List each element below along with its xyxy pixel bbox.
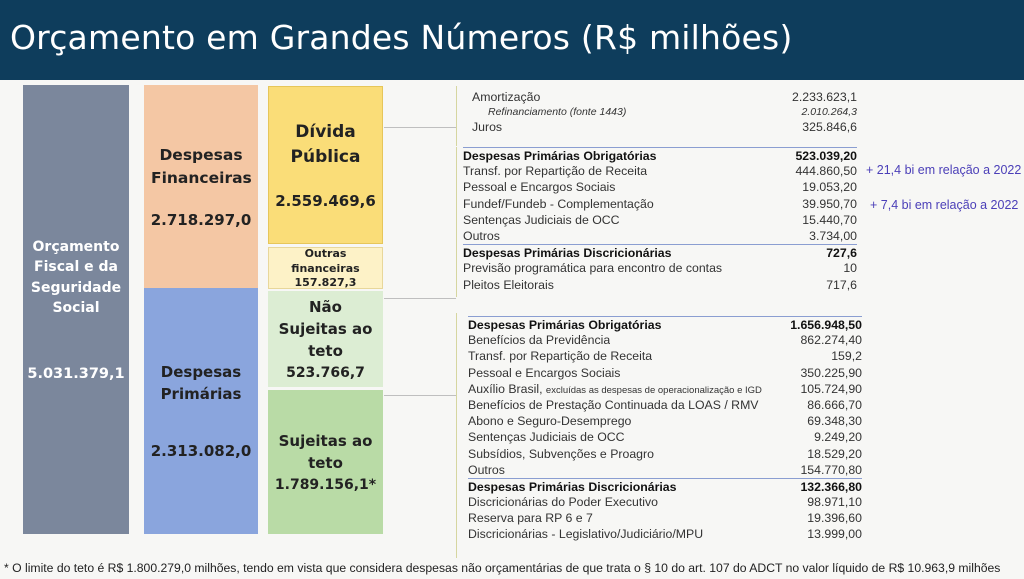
divida-table: [472, 89, 857, 135]
table-row: Transf. por Repartição de Receita 444.860,50: [463, 164, 857, 179]
table-row: Sentenças Judiciais de OCC 15.440,70: [463, 212, 857, 227]
box-orcamento-total: [23, 85, 129, 534]
box-despesas-primarias: [144, 288, 258, 534]
box-despesas-financeiras-label: Despesas Financeiras: [151, 146, 252, 187]
box-nao-sujeitas-value: 523.766,7: [286, 364, 365, 381]
table-row: Despesas Primárias Obrigatórias 523.039,20: [463, 149, 857, 163]
box-nao-sujeitas: [268, 291, 383, 387]
table-row: Outros 3.734,00: [463, 228, 857, 243]
box-despesas-primarias-value: 2.313.082,0: [150, 441, 252, 460]
box-despesas-financeiras-value: 2.718.297,0: [150, 210, 252, 229]
table-row: Outros 154.770,80: [468, 462, 862, 477]
table-row: Amortização 2.233.623,1: [472, 90, 857, 104]
box-despesas-primarias-label: Despesas Primárias: [160, 363, 242, 403]
box-sujeitas-value: 1.789.156,1*: [274, 476, 377, 493]
box-divida-publica-label: Dívida Pública: [290, 122, 361, 167]
box-sujeitas: [268, 390, 383, 534]
box-despesas-financeiras: [144, 85, 258, 288]
box-sujeitas-label: Sujeitas ao teto: [278, 432, 373, 472]
table-row: Despesas Primárias Obrigatórias 1.656.948,50: [468, 318, 862, 332]
table-row: Discricionárias do Poder Executivo 98.971,10: [468, 495, 862, 510]
bracket-divida: [456, 86, 457, 146]
table-row: Juros 325.846,6: [472, 120, 857, 135]
table-row: Previsão programática para encontro de contas 10: [463, 261, 857, 276]
connector-sujeitas: [384, 395, 456, 396]
table-row: Sentenças Judiciais de OCC 9.249,20: [468, 430, 862, 445]
sujeitas-table: [468, 316, 862, 543]
table-row: Subsídios, Subvenções e Proagro 18.529,20: [468, 446, 862, 461]
box-divida-publica-value: 2.559.469,6: [275, 191, 376, 210]
table-row: Abono e Seguro-Desemprego 69.348,30: [468, 414, 862, 429]
bracket-sujeitas: [456, 313, 457, 558]
table-row: Benefícios da Previdência 862.274,40: [468, 333, 862, 348]
footnote: * O limite do teto é R$ 1.800.279,0 milhões, tendo em vista que considera despesas não orçamentárias de que trata o § 10 do art. 107 do ADCT no valor líquido de R$ 10.963,9 milhões: [4, 561, 1001, 575]
table-row: Auxílio Brasil, excluídas as despesas de operacionalização e IGD 105.724,90: [468, 381, 862, 396]
box-outras-financeiras-label: Outras financeiras: [291, 247, 360, 275]
page-title: Orçamento em Grandes Números (R$ milhões): [10, 18, 793, 57]
table-row: Transf. por Repartição de Receita 159,2: [468, 349, 862, 364]
note-transf: + 21,4 bi em relação a 2022: [866, 163, 1022, 177]
box-orcamento-total-value: 5.031.379,1: [27, 366, 125, 383]
box-nao-sujeitas-label: Não Sujeitas ao teto: [278, 298, 373, 360]
title-bar: [0, 0, 1024, 80]
box-orcamento-total-label: Orçamento Fiscal e da Seguridade Social: [30, 238, 122, 316]
box-outras-financeiras: [268, 247, 383, 289]
connector-nao-sujeitas: [384, 298, 456, 299]
table-row: Pessoal e Encargos Sociais 19.053,20: [463, 180, 857, 195]
table-row: Reserva para RP 6 e 7 19.396,60: [468, 511, 862, 526]
box-outras-financeiras-value: 157.827,3: [294, 275, 357, 289]
connector-divida: [384, 127, 456, 128]
nao-sujeitas-table: [463, 147, 857, 293]
box-divida-publica: [268, 86, 383, 244]
bracket-nao-sujeitas: [456, 147, 457, 297]
table-row: Fundef/Fundeb - Complementação 39.950,70: [463, 196, 857, 211]
table-row: Despesas Primárias Discricionárias 727,6: [463, 246, 857, 261]
table-row: Discricionárias - Legislativo/Judiciário/MPU 13.999,00: [468, 527, 862, 542]
table-row: Pleitos Eleitorais 717,6: [463, 277, 857, 292]
table-row: Benefícios de Prestação Continuada da LOAS / RMV 86.666,70: [468, 397, 862, 412]
table-row: Refinanciamento (fonte 1443) 2.010.264,3: [488, 106, 857, 119]
table-row: Despesas Primárias Discricionárias 132.366,80: [468, 479, 862, 494]
note-fundeb: + 7,4 bi em relação a 2022: [870, 198, 1019, 212]
table-row: Pessoal e Encargos Sociais 350.225,90: [468, 365, 862, 380]
